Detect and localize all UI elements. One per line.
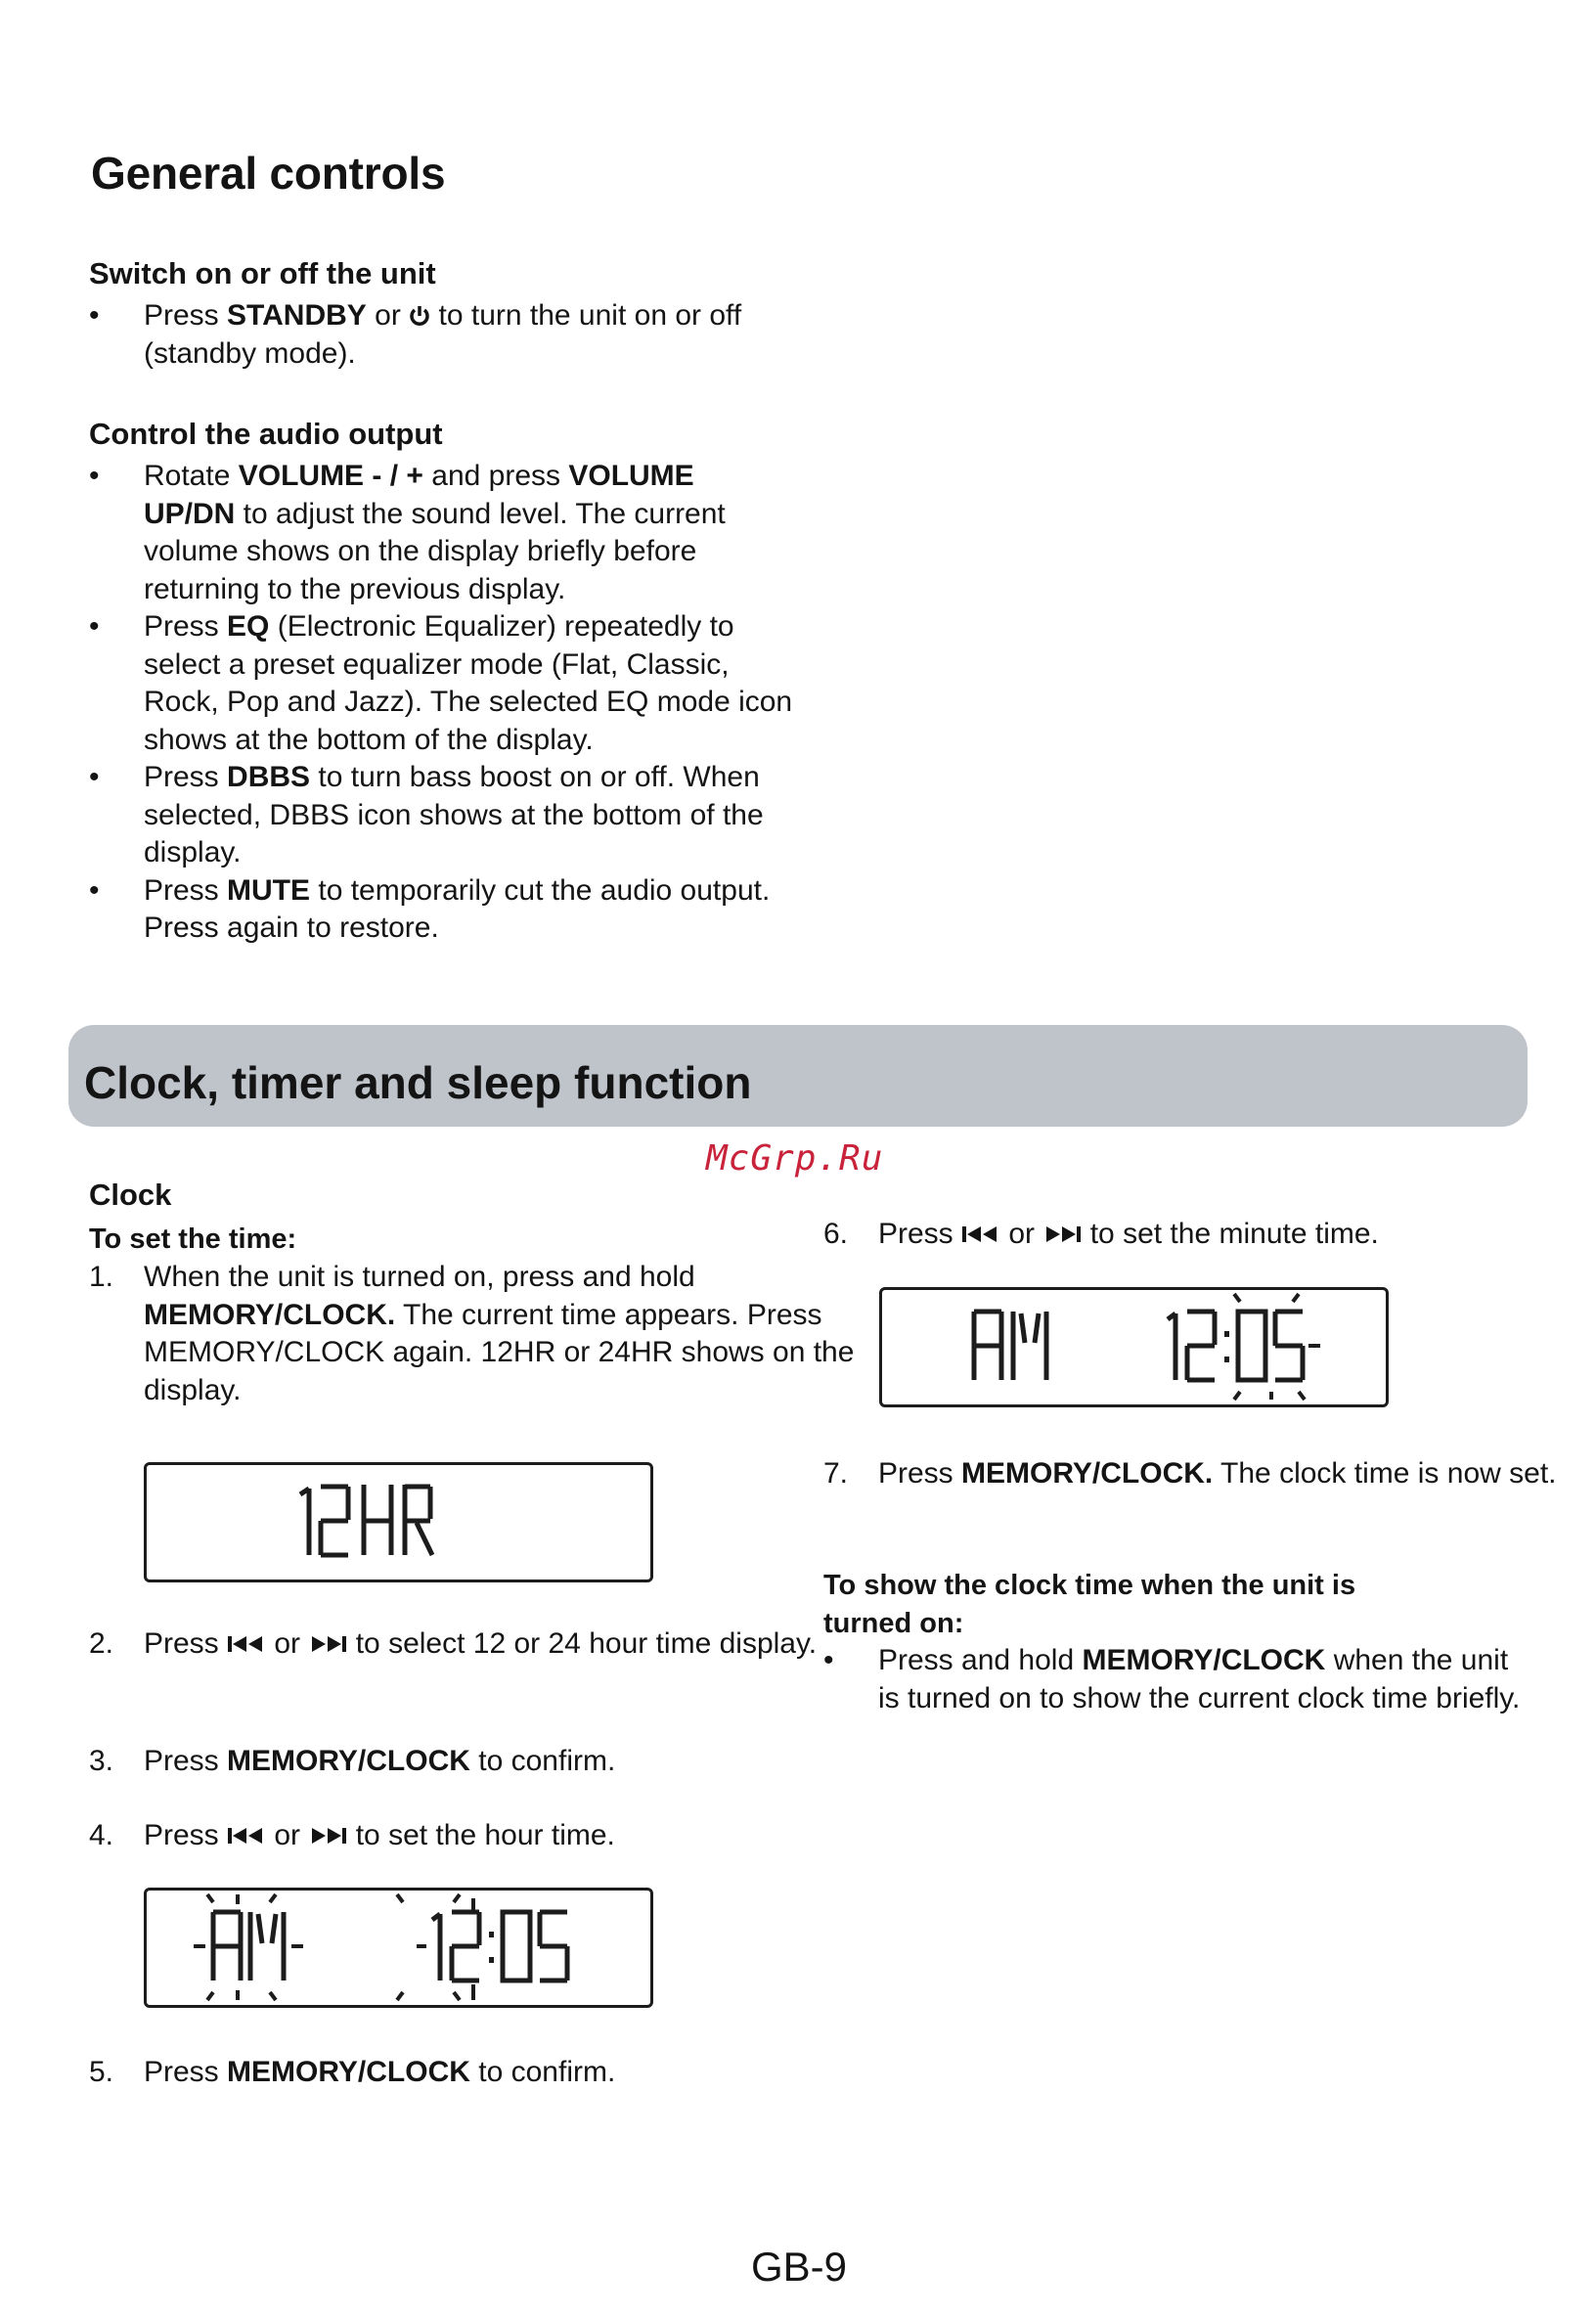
- step-2: 2. Press or to select 12 or 24 hour time display.: [89, 1627, 818, 1660]
- set-time-heading: To set the time:: [89, 1224, 297, 1255]
- digit-0: [1238, 1312, 1265, 1380]
- letter-r: [405, 1485, 432, 1555]
- letter-m: [1013, 1312, 1046, 1380]
- digit-2: [1187, 1312, 1215, 1380]
- step-4: 4. Press or to set the hour time.: [89, 1819, 615, 1851]
- digit-1: [1168, 1313, 1175, 1380]
- lcd-segments: [882, 1290, 1386, 1404]
- page-title: General controls: [91, 148, 446, 199]
- skip-forward-icon: [1042, 1224, 1082, 1245]
- skip-forward-icon: [308, 1633, 347, 1655]
- watermark: McGrp.Ru: [706, 1138, 884, 1179]
- step-7: 7. Press MEMORY/CLOCK. The clock time is now set.: [823, 1457, 1557, 1490]
- step-3: 3. Press MEMORY/CLOCK to confirm.: [89, 1745, 616, 1777]
- digit-5: [1275, 1312, 1303, 1380]
- lcd-display-12hr: [144, 1462, 653, 1582]
- list-item: • Press and hold MEMORY/CLOCK when the unit is turned on to show the current clock time briefly.: [823, 1642, 1528, 1717]
- section-title: Clock, timer and sleep function: [84, 1057, 752, 1108]
- list-item: • Press STANDBY or to turn the unit on or off (standby mode).: [89, 297, 793, 373]
- page-number: GB-9: [751, 2244, 848, 2290]
- skip-forward-icon: [308, 1825, 347, 1847]
- colon: [489, 1932, 494, 1963]
- digit-1: [300, 1489, 309, 1555]
- digit-5: [540, 1912, 567, 1980]
- standby-key: STANDBY: [227, 299, 367, 332]
- letter-m: [250, 1912, 284, 1980]
- audio-heading: Control the audio output: [89, 417, 443, 451]
- skip-back-icon: [227, 1633, 266, 1655]
- clock-heading: Clock: [89, 1178, 172, 1212]
- digit-2: [452, 1912, 479, 1980]
- letter-a: [213, 1912, 241, 1980]
- letter-a: [974, 1312, 1001, 1380]
- skip-back-icon: [227, 1825, 266, 1847]
- list-item: • Rotate VOLUME - / + and press VOLUME UP/DN to adjust the sound level. The current volume shows on the display briefly before returning to the previous display.: [89, 458, 793, 608]
- step-1: 1. When the unit is turned on, press and hold MEMORY/CLOCK. The current time appears. Press MEMORY/CLOCK again. 12HR or 24HR shows on the display.: [89, 1261, 855, 1406]
- list-item: • Press EQ (Electronic Equalizer) repeatedly to select a preset equalizer mode (Flat, Classic, Rock, Pop and Jazz). The selected EQ mode icon shows at the bottom of the display.: [89, 608, 793, 759]
- digit-2: [321, 1487, 348, 1555]
- lcd-segments: [147, 1891, 650, 2005]
- letter-h: [364, 1485, 391, 1555]
- show-clock-heading: To show the clock time when the unit is turned on:: [823, 1570, 1356, 1639]
- lcd-display-hour: [144, 1888, 653, 2008]
- step-6: 6. Press or to set the minute time.: [823, 1218, 1379, 1250]
- list-item: • Press MUTE to temporarily cut the audio output. Press again to restore.: [89, 872, 793, 948]
- show-clock-list: [823, 1642, 1528, 1717]
- colon: [1224, 1331, 1229, 1362]
- audio-list: [89, 458, 793, 948]
- step-5: 5. Press MEMORY/CLOCK to confirm.: [89, 2056, 616, 2088]
- digit-0: [503, 1912, 530, 1980]
- list-item: • Press DBBS to turn bass boost on or off. When selected, DBBS icon shows at the bottom of the display.: [89, 759, 793, 872]
- switch-list: [89, 297, 793, 373]
- skip-back-icon: [961, 1224, 1000, 1245]
- power-icon: [409, 304, 430, 328]
- switch-heading: Switch on or off the unit: [89, 256, 436, 290]
- digit-1: [432, 1914, 440, 1980]
- lcd-segments: [147, 1465, 650, 1580]
- lcd-display-minute: [879, 1287, 1389, 1407]
